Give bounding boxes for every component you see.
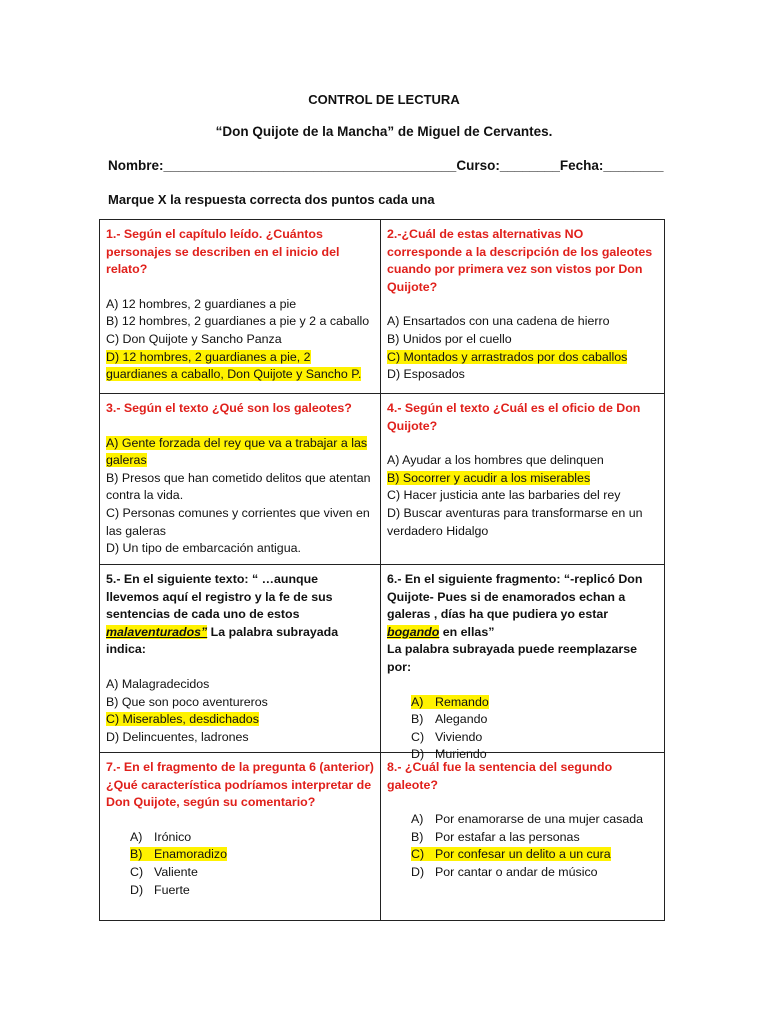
question-3-option-b[interactable]: B) Presos que han cometido delitos que atentan contra la vida. [106,470,371,503]
question-5-option-c[interactable]: C) Miserables, desdichados [106,712,259,727]
question-5-option-a[interactable]: A) Malagradecidos [106,676,210,691]
question-5-underlined-word: malaventurados” [106,624,208,639]
question-7-option-d[interactable]: D) Fuerte [130,882,190,897]
question-5-text-pre: 5.- En el siguiente texto: “ …aunque llevemos aquí el registro y la fe de sus sentencias de cada uno de estos [106,572,333,622]
question-cell-2 [381,220,664,394]
question-cell-4 [381,394,664,565]
question-6-text-pre: 6.- En el siguiente fragmento: “-replicó Don Quijote- Pues si de enamorados echan a galeras , días ha que pudiera yo estar [387,572,643,622]
question-cell-3 [100,394,381,565]
question-4-option-b[interactable]: B) Socorrer y acudir a los miserables [387,470,591,485]
question-5-text [106,571,374,659]
questions-table [99,219,665,921]
question-8-option-b[interactable]: B) Por estafar a las personas [411,829,580,844]
question-8-option-a[interactable]: A) Por enamorarse de una mujer casada [411,812,644,827]
question-4-text: 4.- Según el texto ¿Cuál es el oficio de Don Quijote? [387,401,641,433]
question-2-option-d[interactable]: D) Esposados [387,367,465,382]
question-cell-1 [100,220,381,394]
question-2-option-b[interactable]: B) Unidos por el cuello [387,331,512,346]
question-1-option-c[interactable]: C) Don Quijote y Sancho Panza [106,331,282,346]
question-2-option-c[interactable]: C) Montados y arrastrados por dos caballos [387,349,628,364]
question-6-option-b[interactable]: B) Alegando [411,712,488,727]
question-5-text-post: La palabra subrayada indica: [106,624,339,657]
question-1-option-a[interactable]: A) 12 hombres, 2 guardianes a pie [106,296,297,311]
question-cell-5 [100,565,381,753]
question-8-option-c[interactable]: C) Por confesar un delito a un cura [411,847,611,862]
question-6-instruction: La palabra subrayada puede reemplazarse por: [387,642,637,674]
question-6-text-post: en ellas” [439,624,495,639]
question-6-text [387,571,658,641]
question-cell-8 [381,753,664,920]
question-1-text: 1.- Según el capítulo leído. ¿Cuántos personajes se describen en el inicio del relato? [106,227,340,277]
question-6-underlined-word: bogando [387,624,440,639]
question-7-text: 7.- En el fragmento de la pregunta 6 (anterior) ¿Qué característica podríamos interpretar de Don Quijote, según su comentario? [106,760,374,810]
question-2-text: 2.-¿Cuál de estas alternativas NO corresponde a la descripción de los galeotes cuando por primera vez son vistos por Don Quijote? [387,227,653,294]
question-6-option-a[interactable]: A) Remando [411,694,489,709]
question-7-option-a[interactable]: A) Irónico [130,829,192,844]
question-4-option-c[interactable]: C) Hacer justicia ante las barbaries del rey [387,488,621,503]
question-1-option-b[interactable]: B) 12 hombres, 2 guardianes a pie y 2 a caballo [106,314,370,329]
question-3-text: 3.- Según el texto ¿Qué son los galeotes? [106,401,352,415]
question-3-option-c[interactable]: C) Personas comunes y corrientes que viven en las galeras [106,505,370,538]
question-8-text: 8.- ¿Cuál fue la sentencia del segundo galeote? [387,760,613,792]
name-course-date-line: Nombre:_______________________________________Curso:________Fecha:________ [108,158,664,173]
question-8-option-d[interactable]: D) Por cantar o andar de músico [411,864,598,879]
question-5-option-d[interactable]: D) Delincuentes, ladrones [106,729,249,744]
question-3-option-d[interactable]: D) Un tipo de embarcación antigua. [106,541,301,556]
question-cell-7 [100,753,381,920]
page-subtitle: “Don Quijote de la Mancha” de Miguel de Cervantes. [215,124,553,139]
question-2-option-a[interactable]: A) Ensartados con una cadena de hierro [387,314,610,329]
question-5-option-b[interactable]: B) Que son poco aventureros [106,694,268,709]
question-4-option-a[interactable]: A) Ayudar a los hombres que delinquen [387,453,604,468]
question-6-option-c[interactable]: C) Viviendo [411,729,483,744]
question-3-option-a[interactable]: A) Gente forzada del rey que va a trabajar a las galeras [106,435,368,468]
question-6-option-d[interactable]: D) Muriendo [411,747,487,762]
page-title: CONTROL DE LECTURA [308,92,460,107]
question-7-option-c[interactable]: C) Valiente [130,864,198,879]
question-4-option-d[interactable]: D) Buscar aventuras para transformarse en un verdadero Hidalgo [387,505,643,538]
question-cell-6 [381,565,664,762]
instructions: Marque X la respuesta correcta dos puntos cada una [108,192,435,207]
question-1-option-d[interactable]: D) 12 hombres, 2 guardianes a pie, 2 guardianes a caballo, Don Quijote y Sancho P. [106,349,362,382]
question-7-option-b[interactable]: B) Enamoradizo [130,847,228,862]
